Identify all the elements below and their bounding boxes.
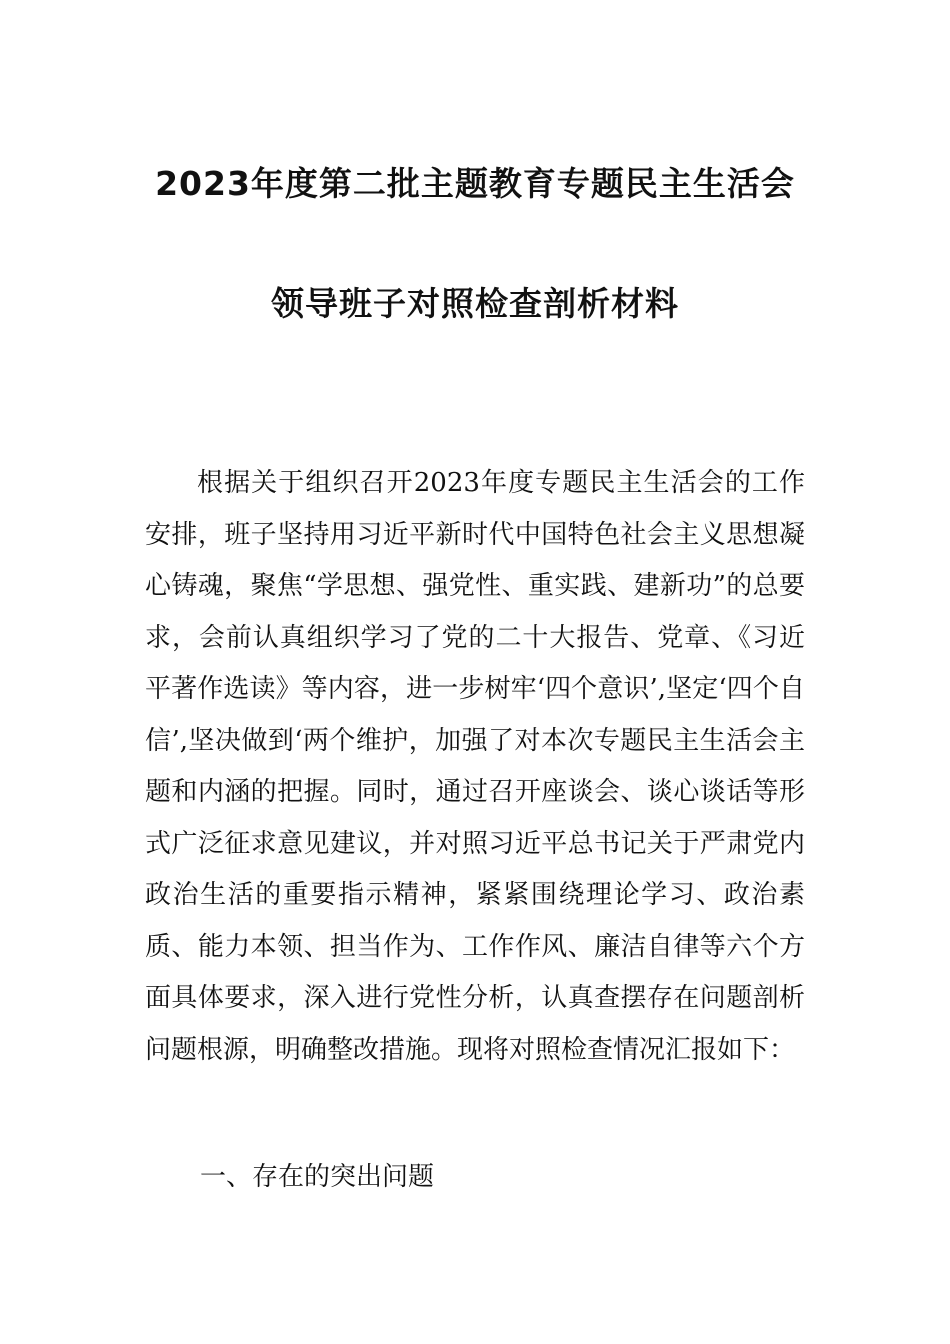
document-body xyxy=(145,458,805,1076)
document-title-line-1: 2023年度第二批主题教育专题民主生活会 xyxy=(155,164,795,203)
document-title-line-2: 领导班子对照检查剖析材料 xyxy=(271,284,679,323)
section-heading: 一、存在的突出问题 xyxy=(200,1162,435,1192)
intro-paragraph: 根据关于组织召开2023年度专题民主生活会的工作安排，班子坚持用习近平新时代中国特色社会主义思想凝心铸魂，聚焦“学思想、强党性、重实践、建新功”的总要求，会前认真组织学习了党的二十大报告、党章、《习近平著作选读》等内容，进一步树牢‘四个意识’,坚定‘四个自信’,坚决做到‘两个维护，加强了对本次专题民主生活会主题和内涵的把握。同时，通过召开座谈会、谈心谈话等形式广泛征求意见建议，并对照习近平总书记关于严肃党内政治生活的重要指示精神，紧紧围绕理论学习、政治素质、能力本领、担当作为、工作作风、廉洁自律等六个方面具体要求，深入进行党性分析，认真查摆存在问题剖析问题根源，明确整改措施。现将对照检查情况汇报如下： xyxy=(145,468,805,1065)
